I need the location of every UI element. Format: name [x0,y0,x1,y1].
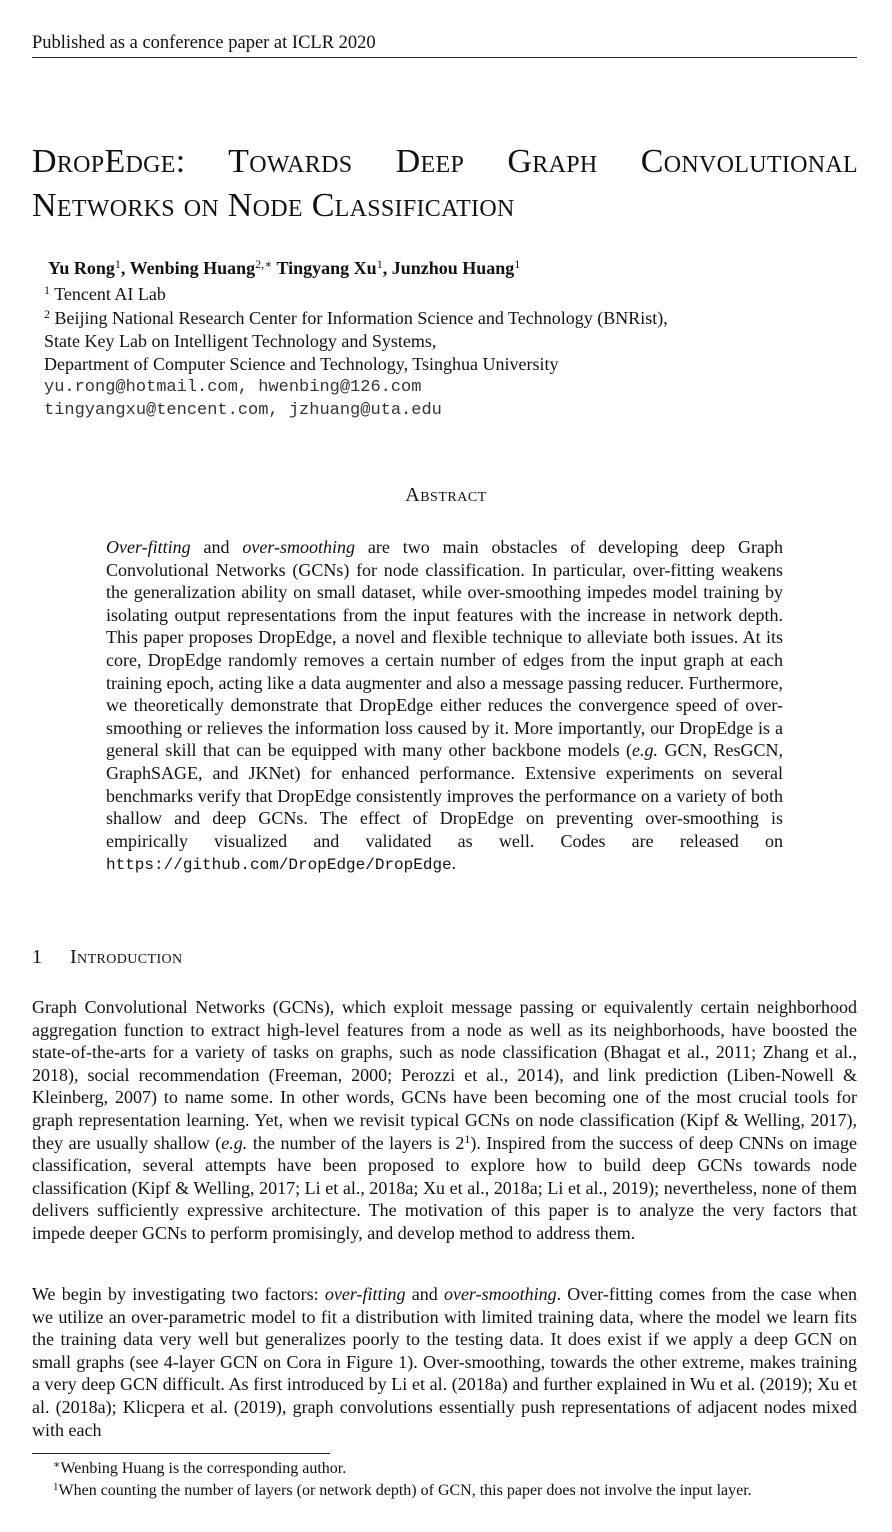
running-header: Published as a conference paper at ICLR 2020 [32,33,376,53]
code-url-link[interactable]: https://github.com/DropEdge/DropEdge [106,856,452,875]
affiliation-text: Tencent AI Lab [54,284,166,304]
affiliation-line: State Key Lab on Intelligent Technology and Systems, [44,331,437,351]
paragraph-text: We begin by investigating two factors: [32,1284,325,1304]
section-number: 1 [32,946,43,968]
affiliation-line: Beijing National Research Center for Information Science and Technology (BNRist), [54,308,668,328]
emphasis: Over-fitting [106,537,191,557]
abstract-text: are two main obstacles of developing deep Graph Convolutional Networks (GCNs) for node classification. In particular, over-fitting weakens the generalization ability on small dataset, while over-smoothing impedes model training by isolating output representations from the input features with the increase in network depth. This paper proposes DropEdge, a novel and flexible technique to alleviate both issues. At its core, DropEdge randomly removes a certain number of edges from the input graph at each training epoch, acting like a data augmenter and also a message passing reducer. Furthermore, we theoretically demonstrate that DropEdge either reduces the convergence speed of over-smoothing or relieves the information loss caused by it. More importantly, our DropEdge is a general skill that can be equipped with many other backbone models ( [106,537,783,761]
affiliation-2 [44,307,864,376]
section-heading [32,944,183,970]
author-sup: 1 [514,257,521,271]
author-name: Tingyang Xu [276,258,377,278]
author-sup: 1 [376,257,383,271]
affiliation-sup: 2 [44,307,50,321]
footnote-text: Wenbing Huang is the corresponding author. [60,1460,347,1477]
emphasis: e.g. [221,1132,248,1153]
footnote-2 [53,1481,752,1501]
emphasis: over-smoothing [443,1284,557,1304]
email-line: tingyangxu@tencent.com, jzhuang@uta.edu [44,401,442,420]
paragraph-text: the number of the layers is 2 [247,1132,465,1153]
paper-title: DropEdge: Towards Deep Graph Convolutional Networks on Node Classification [32,143,858,224]
abstract-body [106,536,783,877]
intro-paragraph-1 [32,996,857,1245]
abstract-text: and [190,537,243,557]
author-sup: 1 [114,257,121,271]
paragraph-text: and [405,1284,444,1304]
footnote-mark: ∗ [53,1459,61,1471]
footnote-rule [32,1453,330,1454]
author-list: Yu Rong$^1$, Wenbing Huang$^{2,∗}$ Tingyang Xu$^1$, Junzhou Huang$^1$ [48,257,521,278]
intro-paragraph-2 [32,1283,857,1441]
author-sup: 2,∗ [255,257,273,271]
footnote-1 [53,1459,346,1479]
emphasis: over-smoothing [242,537,356,557]
author-emails [44,376,442,422]
emphasis: over-fitting [324,1284,406,1304]
affiliation-sup: 1 [44,283,50,297]
paragraph-text: ). Inspired from the success of deep CNNs on image classification, several attempts have been proposed to explore how to build deep GCNs towards node classification (Kipf & Welling, 2017; Li et al., 2018a; Xu et al., 2018a; Li et al., 2019); nevertheless, none of them delivers sufficiently expressive architecture. The motivation of this paper is to analyze the very factors that impede deeper GCNs to perform promisingly, and develop method to address them. [32,1132,858,1243]
author-name: Wenbing Huang [129,258,256,278]
affiliation-line: Department of Computer Science and Technology, Tsinghua University [44,354,559,374]
author-name: Yu Rong [48,258,115,278]
abstract-text: . [451,853,457,874]
author-name: Junzhou Huang [391,258,515,278]
paragraph-text: Graph Convolutional Networks (GCNs), which exploit message passing or equivalently certain neighborhood aggregation function to extract high-level features from a node as well as its neighborhoods, have boosted the state-of-the-arts for a variety of tasks on graphs, such as node classification (Bhagat et al., 2011; Zhang et al., 2018), social recommendation (Freeman, 2000; Perozzi et al., 2014), and link prediction (Liben-Nowell & Kleinberg, 2007) to name some. In other words, GCNs have been becoming one of the most crucial tools for graph representation learning. Yet, when we revisit typical GCNs on node classification (Kipf & Welling, 2017), they are usually shallow ( [32,997,857,1153]
paragraph-text: . Over-fitting comes from the case when we utilize an over-parametric model to fit a distribution with limited training data, where the model we learn fits the training data very well but generalizes poorly to the testing data. It does exist if we apply a deep GCN on small graphs (see 4-layer GCN on Cora in Figure 1). Over-smoothing, towards the other extreme, makes training a very deep GCN difficult. As first introduced by Li et al. (2018a) and further explained in Wu et al. (2019); Xu et al. (2018a); Klicpera et al. (2019), graph convolutions essentially push representations of adjacent nodes mixed with each [32,1284,857,1440]
email-line: yu.rong@hotmail.com, hwenbing@126.com [44,378,422,397]
abstract-heading: Abstract [405,484,487,506]
abstract-text: GCN, ResGCN, GraphSAGE, and JKNet) for enhanced performance. Extensive experiments on several benchmarks verify that DropEdge consistently improves the performance on a variety of both shallow and deep GCNs. The effect of DropEdge on preventing over-smoothing is empirically visualized and validated as well. Codes are released on [106,740,783,851]
emphasis: e.g. [632,740,659,761]
section-title: Introduction [70,946,183,968]
footnote-ref[interactable]: 1 [464,1131,471,1146]
affiliation-1 [44,283,864,306]
footnote-mark: 1 [53,1481,59,1493]
footnote-text: When counting the number of layers (or network depth) of GCN, this paper does not involve the input layer. [58,1482,752,1499]
header-rule [32,57,857,58]
